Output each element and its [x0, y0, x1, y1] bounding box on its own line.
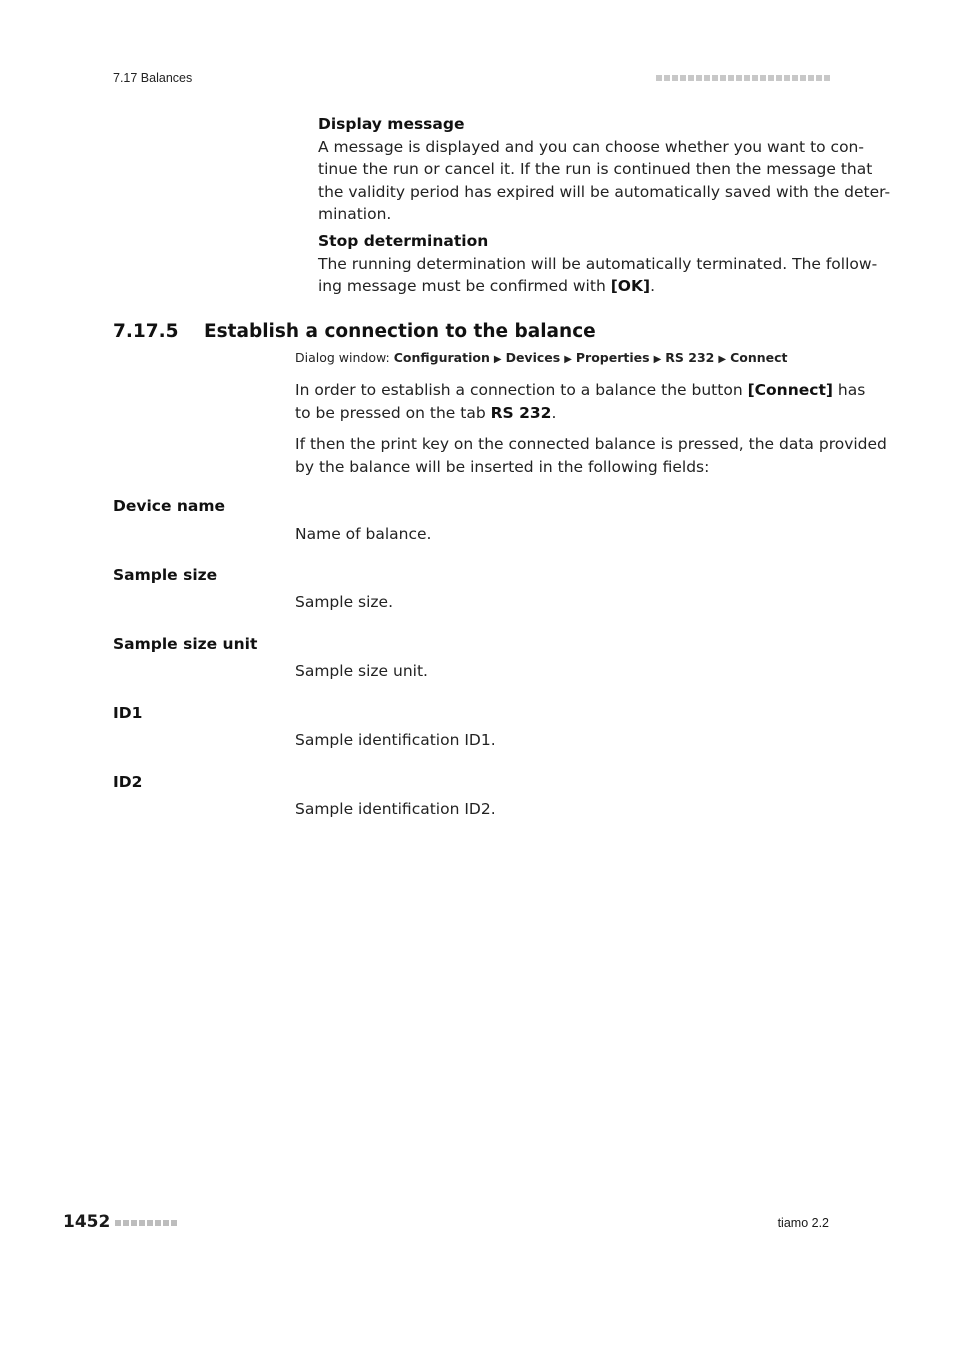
option-desc-line: mination.	[318, 205, 392, 223]
field-label-id2: ID2	[113, 773, 143, 791]
field-label-device-name: Device name	[113, 497, 226, 515]
field-label-sample-size-unit: Sample size unit	[113, 635, 258, 653]
field-desc-id1: Sample identification ID1.	[295, 731, 496, 749]
dialog-path-item: Configuration	[393, 350, 490, 365]
intro-paragraph: In order to establish a connection to a balance the button [Connect] has to be pressed on the tab RS 232.	[295, 381, 866, 422]
section-heading	[113, 321, 596, 342]
option-stop-determination	[318, 230, 877, 298]
triangle-right-icon: ▶	[493, 354, 502, 365]
field-desc-device-name: Name of balance.	[295, 525, 432, 543]
field-label-id1: ID1	[113, 704, 143, 722]
ok-button-ref: [OK]	[610, 277, 651, 295]
option-desc-line: the validity period has expired will be automatically saved with the deter-	[318, 182, 891, 201]
dialog-path: Dialog window: Configuration ▶ Devices ▶ Properties ▶ RS 232 ▶ Connect	[295, 350, 788, 365]
field-desc-id2: Sample identification ID2.	[295, 800, 496, 818]
footer-decoration-dots	[115, 1220, 177, 1226]
section-title: Establish a connection to the balance	[204, 321, 596, 342]
option-display-message	[318, 113, 890, 226]
dialog-path-item: RS 232	[665, 350, 715, 365]
running-header-section: 7.17 Balances	[113, 71, 193, 85]
page-number: 1452	[63, 1212, 111, 1232]
field-label-sample-size: Sample size	[113, 566, 218, 584]
option-term: Display message	[318, 115, 465, 133]
option-desc-line: A message is displayed and you can choose whether you want to con-	[318, 137, 864, 156]
product-name: tiamo 2.2	[777, 1216, 829, 1230]
header-decoration-dots	[656, 75, 830, 81]
dialog-path-item: Connect	[730, 350, 788, 365]
option-desc-line: The running determination will be automatically terminated. The follow-	[318, 254, 878, 273]
rs232-tab-ref: RS 232	[490, 403, 552, 422]
section-number: 7.17.5	[113, 321, 179, 342]
fields-intro-paragraph: If then the print key on the connected balance is pressed, the data provided by the balance will be inserted in the following fields:	[295, 435, 887, 476]
dialog-path-item: Devices	[505, 350, 561, 365]
dialog-path-item: Properties	[575, 350, 650, 365]
option-desc-line: ing message must be confirmed with [OK].	[318, 277, 655, 295]
option-desc-line: tinue the run or cancel it. If the run is continued then the message that	[318, 160, 873, 178]
option-term: Stop determination	[318, 232, 489, 250]
connect-button-ref: [Connect]	[747, 381, 833, 399]
triangle-right-icon: ▶	[718, 354, 727, 365]
field-desc-sample-size: Sample size.	[295, 593, 394, 611]
triangle-right-icon: ▶	[564, 354, 572, 365]
field-desc-sample-size-unit: Sample size unit.	[295, 662, 428, 680]
triangle-right-icon: ▶	[653, 354, 662, 365]
